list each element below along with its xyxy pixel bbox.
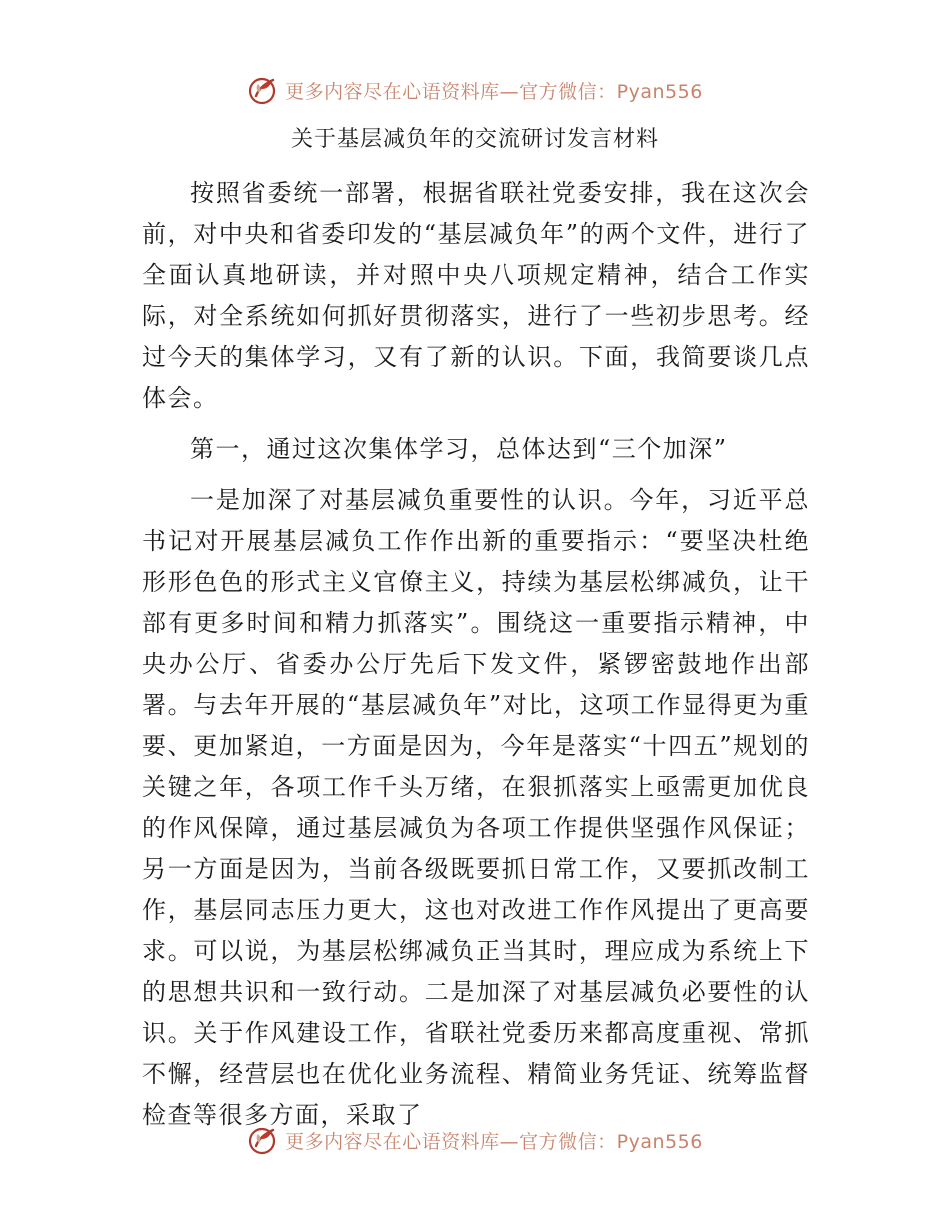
leaf-sprout-logo-icon — [247, 1124, 279, 1156]
watermark-header — [0, 72, 950, 108]
watermark-footer — [0, 1122, 950, 1158]
watermark-text: 更多内容尽在心语资料库—官方微信：Pyan556 — [285, 1130, 703, 1153]
document-title: 关于基层减负年的交流研讨发言材料 — [290, 127, 659, 152]
paragraph-point-one: 一是加深了对基层减负重要性的认识。今年，习近平总书记对开展基层减负工作作出新的重要指示：“要坚决杜绝形形色色的形式主义官僚主义，持续为基层松绑减负，让干部有更多时间和精力抓落实”。围绕这一重要指示精神，中央办公厅、省委办公厅先后下发文件，紧锣密鼓地作出部署。与去年开展的“基层减负年”对比，这项工作显得更为重要、更加紧迫，一方面是因为，今年是落实“十四五”规划的关键之年，各项工作千头万绪，在狠抓落实上亟需更加优良的作风保障，通过基层减负为各项工作提供坚强作风保证；另一方面是因为，当前各级既要抓日常工作，又要抓改制工作，基层同志压力更大，这也对改进工作作风提出了更高要求。可以说，为基层松绑减负正当其时，理应成为系统上下的思想共识和一致行动。二是加深了对基层减负必要性的认识。关于作风建设工作，省联社党委历来都高度重视、常抓不懈，经营层也在优化业务流程、精简业务凭证、统筹监督检查等很多方面，采取了 — [142, 486, 810, 1129]
paragraph-section-heading: 第一，通过这次集体学习，总体达到“三个加深” — [190, 435, 728, 463]
document-body — [142, 173, 810, 1146]
watermark-text: 更多内容尽在心语资料库—官方微信：Pyan556 — [285, 80, 703, 103]
paragraph-intro: 按照省委统一部署，根据省联社党委安排，我在这次会前，对中央和省委印发的“基层减负年”的两个文件，进行了全面认真地研读，并对照中央八项规定精神，结合工作实际，对全系统如何抓好贯彻落实，进行了一些初步思考。经过今天的集体学习，又有了新的认识。下面，我简要谈几点体会。 — [142, 179, 810, 412]
leaf-sprout-logo-icon — [247, 74, 279, 106]
